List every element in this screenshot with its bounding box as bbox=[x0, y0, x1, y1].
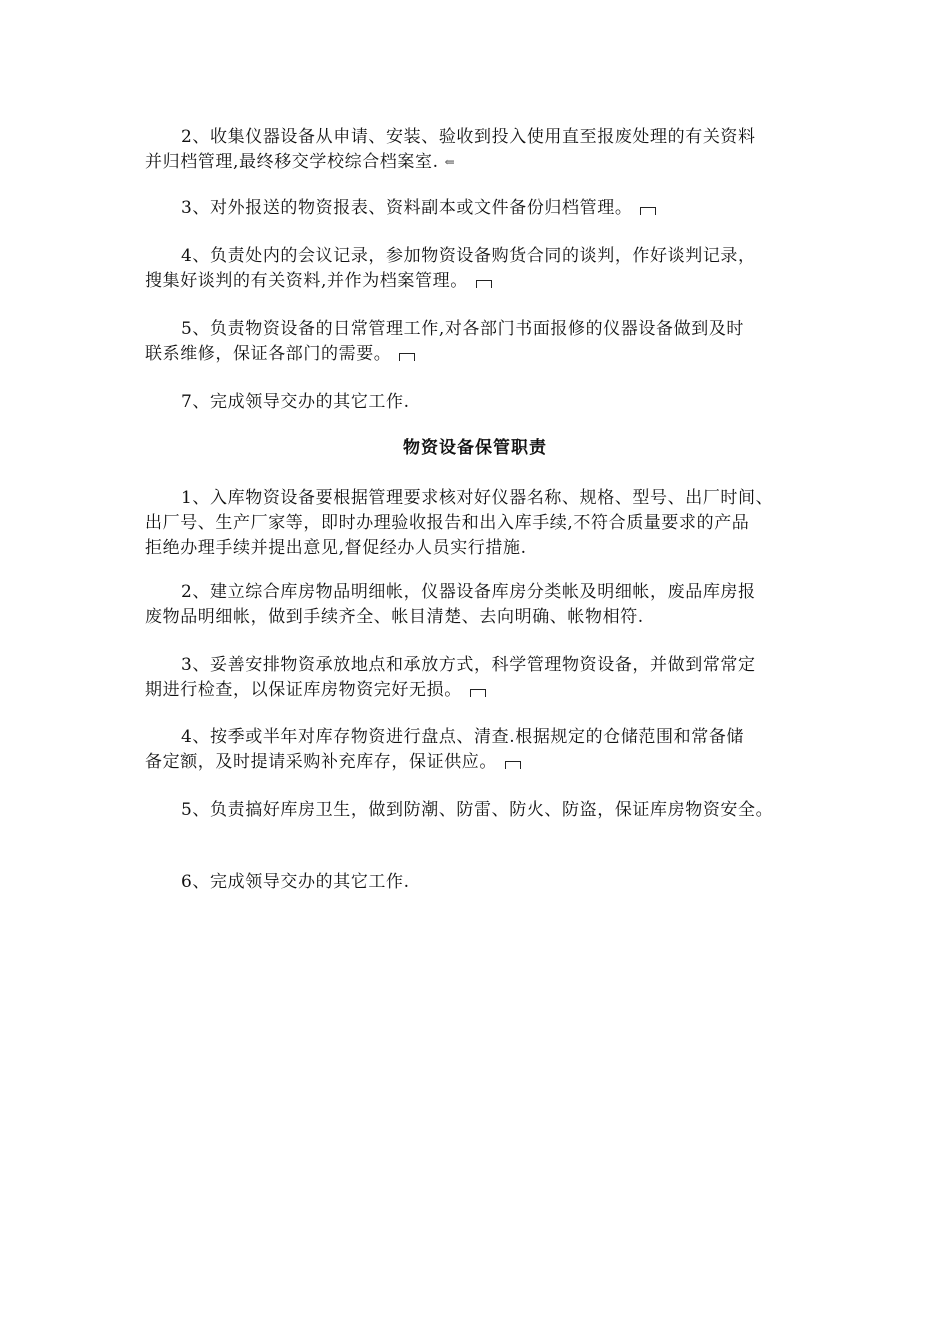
paragraph-mark-icon: ⇐ bbox=[444, 155, 456, 169]
paragraph-line: 4、按季或半年对库存物资进行盘点、清查.根据规定的仓储范围和常备储 bbox=[181, 727, 745, 747]
section-title: 物资设备保管职责 bbox=[403, 438, 547, 458]
paragraph-top-2 bbox=[145, 125, 815, 175]
paragraph-top-7 bbox=[145, 390, 815, 415]
paragraph-section-1 bbox=[145, 486, 815, 561]
paragraph-line: 5、负责物资设备的日常管理工作,对各部门书面报修的仪器设备做到及时 bbox=[181, 319, 745, 339]
paragraph-line: 1、入库物资设备要根据管理要求核对好仪器名称、规格、型号、出厂时间、 bbox=[181, 488, 774, 508]
paragraph-top-3 bbox=[145, 196, 815, 221]
paragraph-line: 4、负责处内的会议记录，参加物资设备购货合同的谈判，作好谈判记录， bbox=[181, 246, 756, 266]
paragraph-line bbox=[145, 750, 815, 775]
paragraph-line bbox=[145, 342, 815, 367]
paragraph-line bbox=[145, 678, 815, 703]
paragraph-top-4 bbox=[145, 244, 815, 294]
paragraph-top-5 bbox=[145, 317, 815, 367]
paragraph-mark-icon bbox=[640, 207, 656, 215]
paragraph-line: 7、完成领导交办的其它工作. bbox=[181, 392, 410, 412]
paragraph-line: 2、建立综合库房物品明细帐，仪器设备库房分类帐及明细帐，废品库房报 bbox=[181, 582, 756, 602]
paragraph-line: 2、收集仪器设备从申请、安装、验收到投入使用直至报废处理的有关资料 bbox=[181, 127, 756, 147]
paragraph-mark-icon bbox=[476, 280, 492, 288]
paragraph-section-2 bbox=[145, 580, 815, 630]
paragraph-line-text: 并归档管理,最终移交学校综合档案室. bbox=[145, 152, 439, 172]
paragraph-section-3 bbox=[145, 653, 815, 703]
paragraph-line: 废物品明细帐，做到手续齐全、帐目清楚、去向明确、帐物相符. bbox=[145, 607, 644, 627]
paragraph-line-text: 期进行检查，以保证库房物资完好无损。 bbox=[145, 680, 462, 700]
paragraph-line: 拒绝办理手续并提出意见,督促经办人员实行措施. bbox=[145, 538, 527, 558]
paragraph-mark-icon bbox=[505, 761, 521, 769]
paragraph-line-text: 备定额，及时提请采购补充库存，保证供应。 bbox=[145, 752, 497, 772]
paragraph-line: 3、妥善安排物资承放地点和承放方式，科学管理物资设备，并做到常常定 bbox=[181, 655, 756, 675]
paragraph-mark-icon bbox=[399, 353, 415, 361]
paragraph-line bbox=[145, 150, 815, 175]
paragraph-line-text: 联系维修，保证各部门的需要。 bbox=[145, 344, 392, 364]
paragraph-line bbox=[145, 196, 815, 221]
paragraph-line bbox=[145, 269, 815, 294]
paragraph-line: 5、负责搞好库房卫生，做到防潮、防雷、防火、防盗，保证库房物资安全。 bbox=[181, 800, 774, 820]
paragraph-line: 6、完成领导交办的其它工作. bbox=[181, 872, 410, 892]
paragraph-section-4 bbox=[145, 725, 815, 775]
paragraph-line: 出厂号、生产厂家等，即时办理验收报告和出入库手续,不符合质量要求的产品 bbox=[145, 513, 750, 533]
paragraph-line-text: 3、对外报送的物资报表、资料副本或文件备份归档管理。 bbox=[181, 198, 633, 218]
paragraph-section-5 bbox=[145, 798, 815, 823]
paragraph-section-6 bbox=[145, 870, 815, 895]
paragraph-line-text: 搜集好谈判的有关资料,并作为档案管理。 bbox=[145, 271, 468, 291]
paragraph-mark-icon bbox=[470, 689, 486, 697]
